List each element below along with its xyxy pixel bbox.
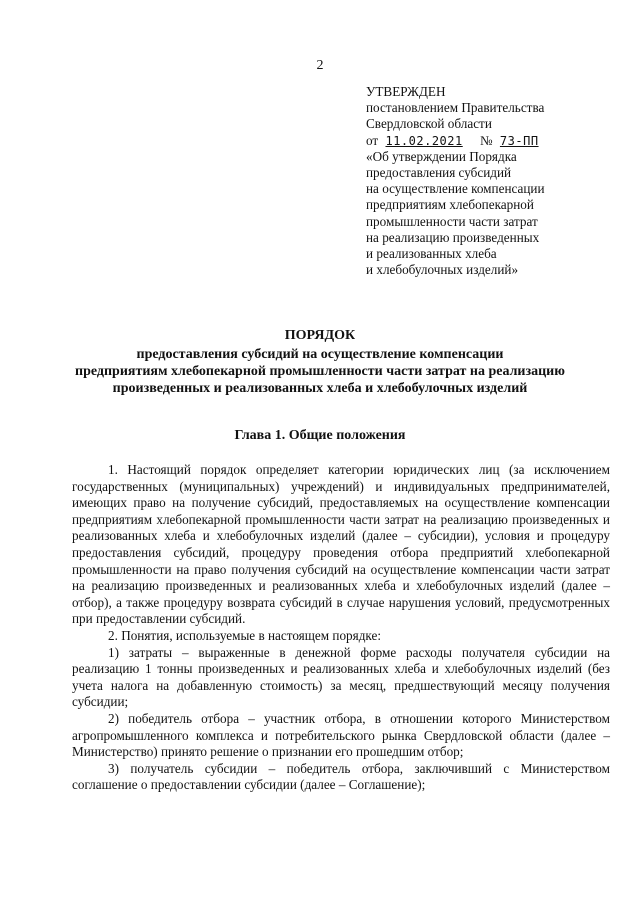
chapter-heading: Глава 1. Общие положения — [234, 428, 406, 443]
document-subtitle-line: предоставления субсидий на осуществление компенсации — [136, 347, 504, 362]
document-body — [72, 462, 610, 794]
approval-title-line: «Об утверждении Порядка — [366, 148, 517, 164]
approval-block — [366, 84, 626, 278]
approval-line: Свердловской области — [366, 116, 492, 132]
document-title-block — [36, 327, 604, 397]
approval-number: 73-ПП — [499, 133, 539, 148]
approval-title-line: и хлебобулочных изделий» — [366, 262, 519, 278]
number-prefix: № — [480, 132, 493, 148]
approval-date-line — [366, 133, 626, 149]
approval-title-line: предоставления субсидий — [366, 165, 512, 181]
approval-title-line: на реализацию произведенных — [366, 229, 540, 245]
approval-title-line: предприятиям хлебопекарной — [366, 197, 534, 213]
approval-date: 11.02.2021 — [385, 133, 463, 148]
approval-heading: УТВЕРЖДЕН — [366, 84, 446, 99]
paragraph: 1) затраты – выраженные в денежной форме расходы получателя субсидии на реализацию 1 тонны произведенных и реализованных хлеба и хлебобулочных изделий (без учета налога на добавленную стоимость) за месяц, предшествующий месяцу получения субсидии; — [72, 644, 610, 710]
approval-title-line: промышленности части затрат — [366, 213, 538, 229]
paragraph: 2. Понятия, используемые в настоящем порядке: — [108, 627, 382, 643]
document-title: ПОРЯДОК — [284, 328, 356, 343]
approval-line: постановлением Правительства — [366, 100, 545, 116]
page-number: 2 — [316, 58, 324, 73]
approval-title-line: на осуществление компенсации — [366, 181, 545, 197]
paragraph: 1. Настоящий порядок определяет категории юридических лиц (за исключением государственных (муниципальных) учреждений) и индивидуальных предпринимателей, имеющих право на получение субсидий, предоставляемых на осуществление компенсации предприятиям хлебопекарной промышленности части затрат на реализацию произведенных и реализованных хлеба и хлебобулочных изделий (далее – субсидии), условия и процедуру предоставления субсидий, процедуру проведения отбора предприятий хлебопекарной промышленности на право получения субсидий на осуществление компенсации части затрат на реализацию произведенных и реализованных хлеба и хлебобулочных изделий (далее – отбор), а также процедуру возврата субсидий в случае нарушения условий, предусмотренных при предоставлении субсидий. — [72, 462, 610, 627]
document-subtitle-line: предприятиям хлебопекарной промышленности части затрат на реализацию — [75, 364, 565, 379]
approval-title-line: и реализованных хлеба — [366, 246, 497, 262]
document-subtitle-line: произведенных и реализованных хлеба и хлебобулочных изделий — [112, 381, 528, 396]
date-prefix: от — [366, 132, 379, 148]
paragraph: 3) получатель субсидии – победитель отбора, заключивший с Министерством соглашение о предоставлении субсидии (далее – Соглашение); — [72, 760, 610, 793]
paragraph: 2) победитель отбора – участник отбора, в отношении которого Министерством агропромышленного комплекса и потребительского рынка Свердловской области (далее – Министерство) принято решение о признании его прошедшим отбор; — [72, 710, 610, 760]
